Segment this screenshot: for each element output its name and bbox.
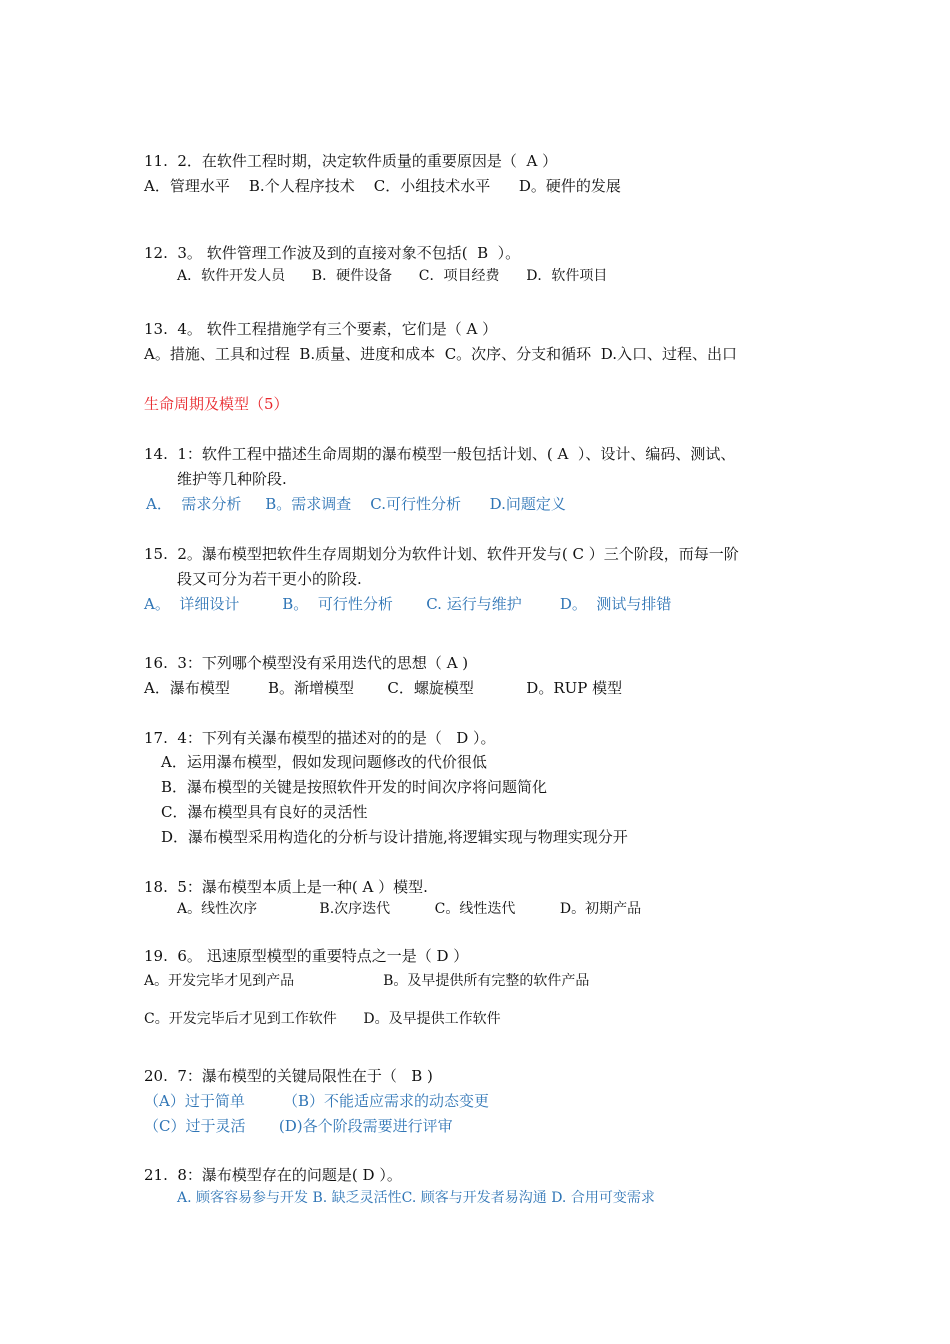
question-16-options: A．瀑布模型 B。渐增模型 C．螺旋模型 D。RUP 模型 (144, 679, 623, 697)
question-21-options: A. 顾客容易参与开发 B. 缺乏灵活性C. 顾客与开发者易沟通 D. 合用可变需求 (177, 1190, 655, 1206)
question-14-options: A． 需求分析 B。需求调查 C.可行性分析 D.问题定义 (146, 495, 566, 513)
question-20-options-row1: （A）过于简单 （B）不能适应需求的动态变更 (144, 1092, 490, 1110)
question-17-stem: 17. 4：下列有关瀑布模型的描述对的的是（ D ）。 (144, 729, 496, 747)
question-20-stem: 20. 7：瀑布模型的关键局限性在于（ B ) (144, 1067, 433, 1085)
question-14-stem: 14. 1：软件工程中描述生命周期的瀑布模型一般包括计划、( A ）、设计、编码、测试、 (144, 445, 736, 463)
question-19-options-row1: A。开发完毕才见到产品 B。及早提供所有完整的软件产品 (144, 973, 590, 989)
question-19-options-row2: C。开发完毕后才见到工作软件 D。及早提供工作软件 (144, 1011, 501, 1027)
question-17-option-c: C．瀑布模型具有良好的灵活性 (161, 803, 368, 821)
question-15-stem-continued: 段又可分为若干更小的阶段. (177, 570, 362, 588)
question-17-option-b: B．瀑布模型的关键是按照软件开发的时间次序将问题简化 (161, 778, 548, 796)
question-11-options: A．管理水平 B.个人程序技术 C．小组技术水平 D。硬件的发展 (144, 177, 621, 195)
question-21-stem: 21. 8：瀑布模型存在的问题是( D ）。 (144, 1166, 402, 1184)
question-17-option-d: D．瀑布模型采用构造化的分析与设计措施,将逻辑实现与物理实现分开 (161, 828, 628, 846)
question-16-stem: 16. 3：下列哪个模型没有采用迭代的思想（ A ) (144, 654, 469, 672)
question-18-stem: 18. 5：瀑布模型本质上是一种( A ）模型. (144, 878, 428, 896)
question-20-options-row2: （C）过于灵活 (D)各个阶段需要进行评审 (144, 1117, 453, 1135)
question-17-option-a: A．运用瀑布模型，假如发现问题修改的代价很低 (161, 753, 487, 771)
question-13-stem: 13. 4。 软件工程措施学有三个要素，它们是（ A ） (144, 320, 498, 338)
question-13-options: A。措施、工具和过程 B.质量、进度和成本 C。次序、分支和循环 D.入口、过程、出口 (144, 345, 737, 363)
question-15-stem: 15. 2。瀑布模型把软件生存周期划分为软件计划、软件开发与( C ）三个阶段，而每一阶 (144, 545, 739, 563)
question-11-stem: 11. 2．在软件工程时期，决定软件质量的重要原因是（ A ） (144, 152, 558, 170)
question-12-options: A．软件开发人员 B．硬件设备 C．项目经费 D．软件项目 (177, 268, 608, 284)
question-19-stem: 19. 6。 迅速原型模型的重要特点之一是（ D ） (144, 947, 469, 965)
question-12-stem: 12. 3。 软件管理工作波及到的直接对象不包括( B ）。 (144, 244, 521, 262)
question-18-options: A。线性次序 B.次序迭代 C。线性迭代 D。初期产品 (177, 901, 642, 917)
question-14-stem-continued: 维护等几种阶段. (177, 470, 287, 488)
question-15-options: A。 详细设计 B。 可行性分析 C. 运行与维护 D。 测试与排错 (144, 595, 672, 613)
section-heading: 生命周期及模型（5） (144, 395, 289, 413)
